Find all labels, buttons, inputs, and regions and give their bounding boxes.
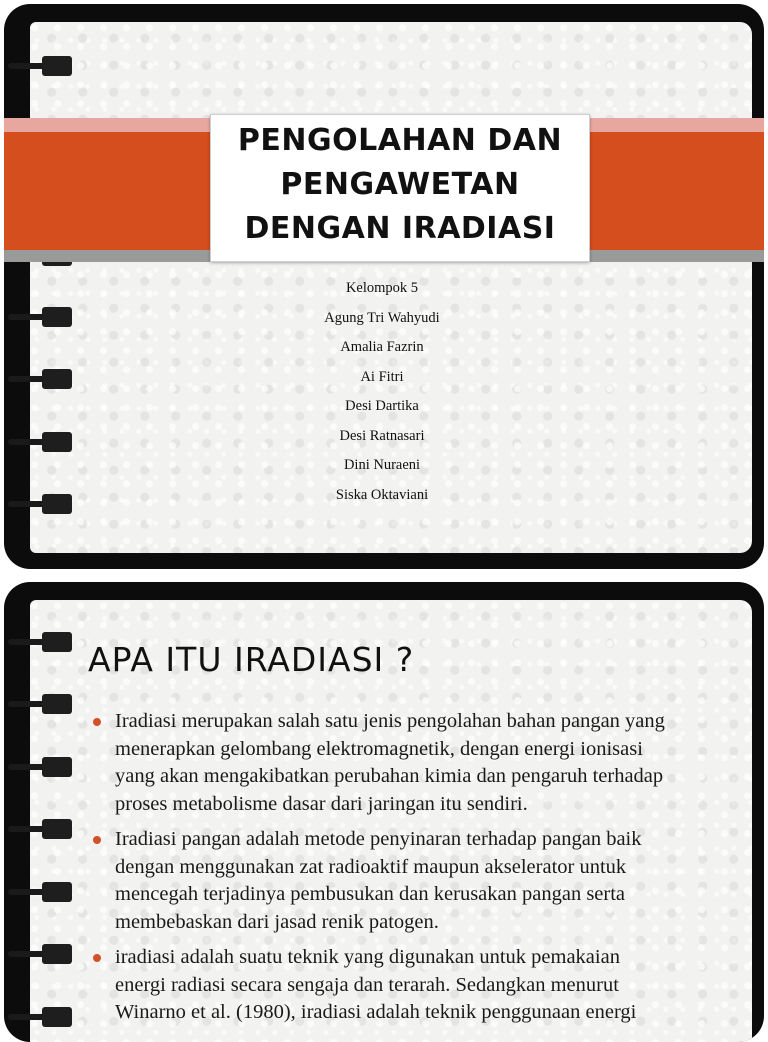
slide-1: [4, 4, 764, 569]
binder-ring: [8, 882, 72, 902]
member-name: Ai Fitri: [360, 368, 404, 385]
bullet-line: energi radiasi secara sengaja dan terarah. Sedangkan menurut: [115, 973, 619, 996]
bullet-line: Winarno et al. (1980), iradiasi adalah teknik penggunaan energi: [115, 1001, 637, 1023]
bullet-item: [92, 708, 732, 818]
bullet-line: Iradiasi pangan adalah metode penyinaran terhadap pangan baik: [115, 828, 642, 850]
binder-ring: [8, 307, 72, 327]
bullet-item: [92, 826, 732, 936]
member-name: Dini Nuraeni: [343, 457, 421, 473]
group-name: Kelompok 5: [345, 280, 419, 296]
binder-ring: [8, 632, 72, 652]
bullet-dot: [93, 954, 101, 962]
title-box: [210, 114, 590, 262]
member-name: Amalia Fazrin: [340, 339, 424, 355]
binder-ring: [8, 757, 72, 777]
bullet-line: Iradiasi merupakan salah satu jenis pengolahan bahan pangan yang: [115, 710, 665, 732]
member-name: Desi Dartika: [345, 398, 419, 414]
binder-ring: [8, 1007, 72, 1027]
member-name: Agung Tri Wahyudi: [324, 309, 440, 326]
binder-ring: [8, 819, 72, 839]
bullet-line: membebaskan dari jasad renik patogen.: [115, 910, 439, 933]
bullet-line: iradiasi adalah suatu teknik yang digunakan untuk pemakaian: [115, 946, 620, 968]
bullet-list: [92, 708, 732, 1035]
binder-ring: [8, 369, 72, 389]
bullet-line: menerapkan gelombang elektromagnetik, dengan energi ionisasi: [115, 737, 643, 760]
bullet-line: proses metabolisme dasar dari jaringan itu sendiri.: [115, 792, 528, 815]
binder-ring: [8, 694, 72, 714]
bullet-dot: [93, 836, 101, 844]
title-line: DENGAN IRADIASI: [244, 211, 556, 246]
title-line: PENGOLAHAN DAN: [237, 123, 563, 158]
slide-heading: APA ITU IRADIASI ?: [88, 640, 415, 679]
member-list: [204, 274, 560, 510]
binder-ring: [8, 944, 72, 964]
bullet-line: dengan menggunakan zat radioaktif maupun akselerator untuk: [115, 855, 627, 878]
member-name: Desi Ratnasari: [339, 427, 425, 444]
title-line: PENGAWETAN: [280, 167, 520, 202]
binder-ring: [8, 432, 72, 452]
binder-ring: [8, 56, 72, 76]
bullet-line: yang akan mengakibatkan perubahan kimia dan pengaruh terhadap: [115, 765, 664, 787]
bullet-dot: [93, 718, 101, 726]
bullet-line: mencegah terjadinya pembusukan dan kerusakan pangan serta: [115, 883, 626, 905]
bullet-item: [92, 944, 732, 1027]
binder-ring: [8, 494, 72, 514]
member-name: Siska Oktaviani: [335, 486, 429, 503]
